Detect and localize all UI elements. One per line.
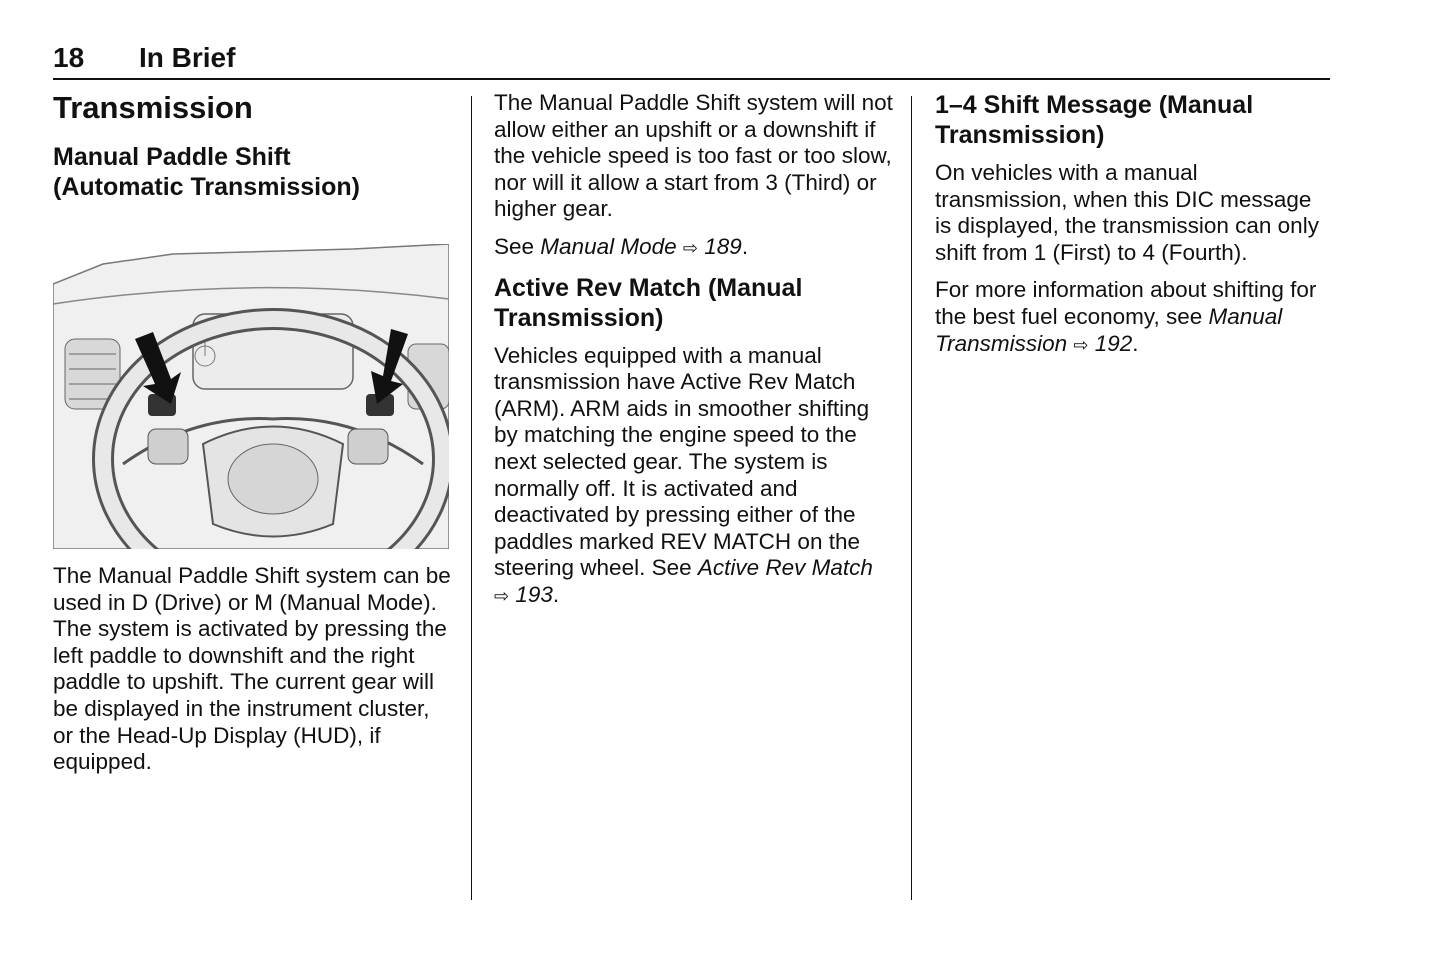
shift-message-heading: 1–4 Shift Message (Manual Transmission)	[935, 91, 1254, 149]
fuel-economy-info	[935, 277, 1330, 358]
column-divider-1	[471, 96, 472, 900]
manual-paddle-shift-heading	[53, 142, 453, 202]
column-divider-2	[911, 96, 912, 900]
subtitle-line-2: (Automatic Transmission)	[53, 173, 360, 201]
fuel-economy-text: For more information about shifting for the best fuel economy, see	[935, 277, 1317, 329]
manual-transmission-link[interactable]: Manual Transmission	[935, 303, 1283, 356]
section-title: In Brief	[139, 42, 236, 73]
shift-message-description: On vehicles with a manual transmission, when this DIC message is displayed, the transmission can only shift from 1 (First) to 4 (Fourth).	[935, 160, 1319, 265]
see-manual-mode	[494, 234, 894, 262]
active-rev-match-page[interactable]: 193	[515, 581, 553, 607]
steering-wheel-icon	[53, 244, 449, 549]
paddle-shift-description: The Manual Paddle Shift system can be used in D (Drive) or M (Manual Mode). The system is activated by pressing the left paddle to downshift and the right paddle to upshift. The current gear will be displayed in the instrument cluster, or the Head-Up Display (HUD), if equipped.	[53, 563, 451, 775]
column-1	[53, 90, 453, 787]
arm-text: Vehicles equipped with a manual transmission have Active Rev Match (ARM). ARM aids in smoother shifting by matching the engine speed to the next selected gear. The system is normally off. It is activated and deactivated by pressing either of the paddles marked REV MATCH on the steering wheel. See	[494, 342, 870, 581]
page-number: 18	[53, 42, 85, 73]
arm-suffix: .	[552, 581, 560, 607]
manual-transmission-page[interactable]: 192	[1094, 330, 1133, 356]
see-prefix: See	[494, 233, 541, 259]
active-rev-match-description	[494, 343, 894, 610]
page-header	[53, 42, 1330, 80]
active-rev-match-heading: Active Rev Match (Manual Transmission)	[494, 273, 803, 332]
active-rev-match-link[interactable]: Active Rev Match	[697, 555, 873, 581]
column-3	[935, 90, 1330, 369]
transmission-heading: Transmission	[53, 90, 253, 125]
column-2	[494, 90, 894, 621]
page-ref-arrow-icon: ⇨	[494, 585, 510, 606]
subtitle-line-1: Manual Paddle Shift	[53, 143, 291, 171]
page-ref-arrow-icon: ⇨	[682, 237, 698, 258]
see-suffix: .	[741, 233, 749, 259]
steering-wheel-paddle-illustration	[53, 244, 449, 549]
paddle-shift-limits: The Manual Paddle Shift system will not allow either an upshift or a downshift if the vehicle speed is too fast or too slow, nor will it allow a start from 3 (Third) or higher gear.	[494, 90, 893, 222]
manual-mode-page[interactable]: 189	[704, 233, 742, 259]
fuel-economy-suffix: .	[1132, 330, 1139, 356]
manual-mode-link[interactable]: Manual Mode	[540, 233, 677, 259]
page-ref-arrow-icon: ⇨	[1073, 334, 1089, 355]
